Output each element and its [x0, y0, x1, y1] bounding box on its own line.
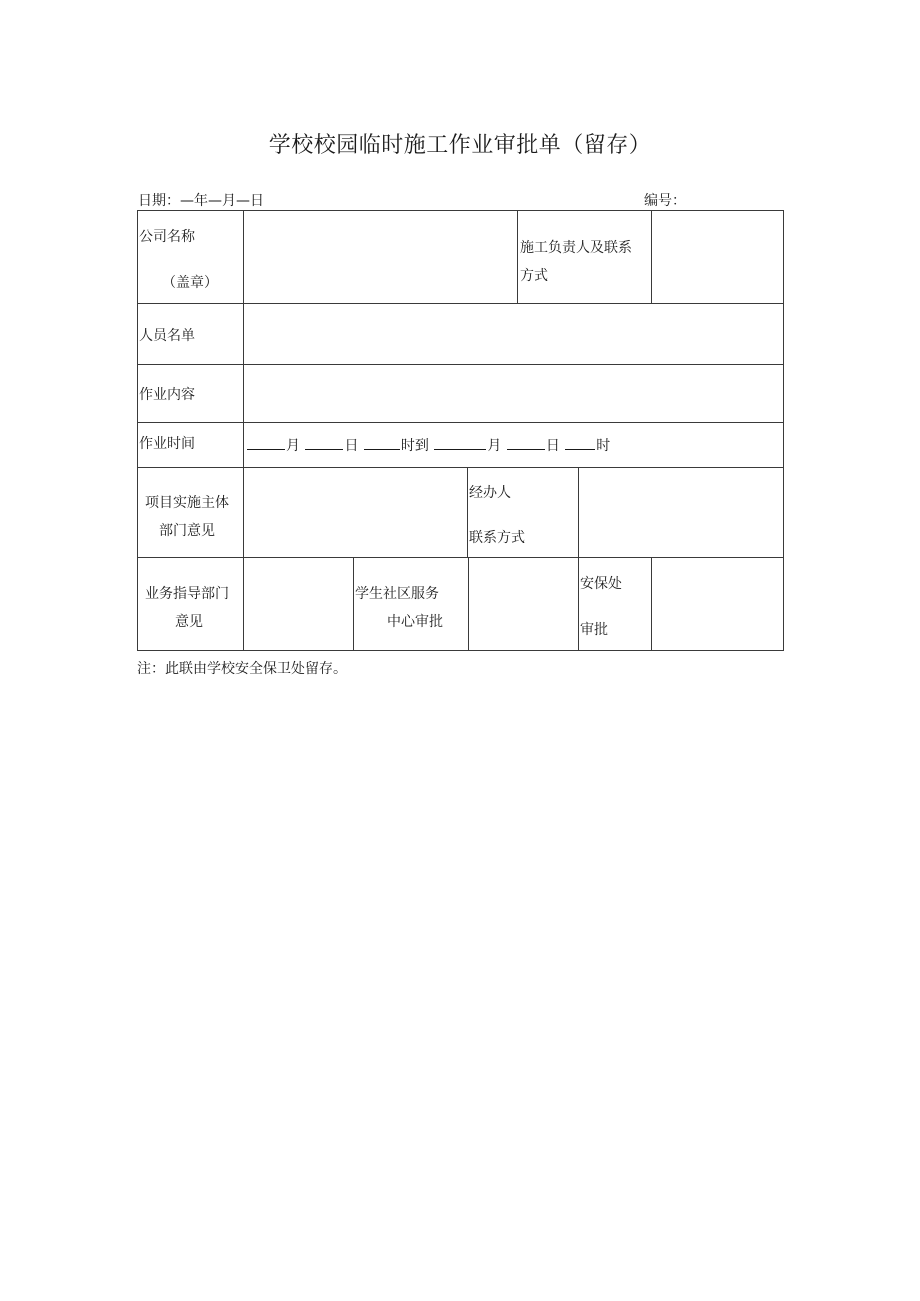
work-time-label: 作业时间 [139, 436, 195, 452]
leader-contact-label-line1: 施工负责人及联系 [520, 240, 632, 256]
approval-form-table [137, 210, 784, 651]
student-center-field[interactable] [470, 559, 576, 648]
row-divider [138, 364, 783, 365]
column-divider [353, 557, 354, 650]
work-content-label: 作业内容 [139, 387, 195, 403]
end-hour-blank[interactable] [565, 435, 595, 450]
end-month-blank[interactable] [434, 435, 486, 450]
seal-label: （盖章） [162, 275, 218, 291]
column-divider [468, 557, 469, 650]
security-field[interactable] [653, 559, 781, 648]
day-unit: 日 [545, 438, 560, 454]
dept-opinion-label-line2: 部门意见 [159, 523, 215, 539]
leader-contact-label-line2: 方式 [520, 268, 548, 284]
security-label-line1: 安保处 [580, 576, 622, 592]
dept-opinion-label-line1: 项目实施主体 [145, 495, 229, 511]
start-hour-blank[interactable] [364, 435, 400, 450]
start-day-blank[interactable] [305, 435, 343, 450]
month-unit: 月 [487, 438, 502, 454]
student-center-label-line2: 中心审批 [387, 614, 443, 630]
work-content-field[interactable] [245, 366, 781, 420]
hour-unit: 时 [596, 438, 611, 454]
handler-contact-field[interactable] [580, 469, 781, 555]
guide-dept-label-line2: 意见 [175, 614, 203, 630]
dept-opinion-field[interactable] [245, 469, 465, 555]
date-label: 日期：—年—月—日 [138, 193, 264, 209]
work-time-fields [246, 435, 610, 455]
column-divider [243, 211, 244, 650]
company-name-field[interactable] [245, 213, 515, 301]
leader-contact-field[interactable] [653, 213, 781, 301]
personnel-list-field[interactable] [245, 305, 781, 362]
personnel-list-label: 人员名单 [139, 328, 195, 344]
day-unit: 日 [344, 438, 359, 454]
end-day-blank[interactable] [507, 435, 545, 450]
handler-label: 经办人 [469, 485, 511, 501]
page-title: 学校校园临时施工作业审批单（留存） [268, 133, 652, 158]
row-divider [138, 467, 783, 468]
footnote: 注：此联由学校安全保卫处留存。 [137, 661, 347, 677]
contact-label: 联系方式 [469, 530, 525, 546]
hour-to-unit: 时到 [400, 438, 429, 454]
month-unit: 月 [286, 438, 300, 454]
start-month-blank[interactable] [247, 435, 285, 450]
column-divider [578, 557, 579, 650]
guide-dept-label-line1: 业务指导部门 [145, 586, 229, 602]
column-divider [651, 557, 652, 650]
column-divider [578, 467, 579, 557]
column-divider [517, 211, 518, 303]
row-divider [138, 303, 783, 304]
serial-number-label: 编号： [644, 193, 686, 209]
column-divider [467, 467, 468, 557]
security-label-line2: 审批 [580, 622, 608, 638]
row-divider [138, 557, 783, 558]
column-divider [651, 211, 652, 303]
row-divider [138, 422, 783, 423]
company-name-label: 公司名称 [139, 229, 195, 245]
student-center-label-line1: 学生社区服务 [355, 586, 439, 602]
guide-dept-field[interactable] [245, 559, 351, 648]
